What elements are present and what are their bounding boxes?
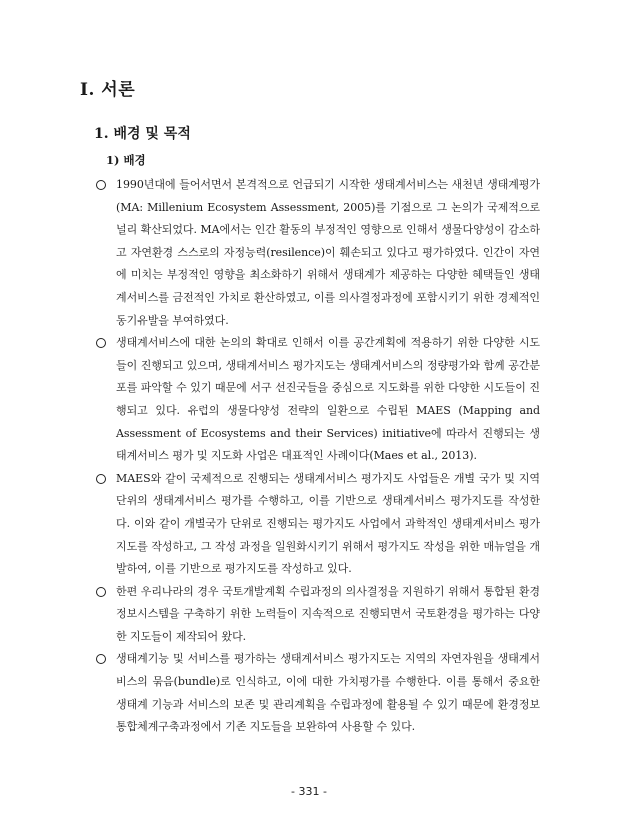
- bullet-text: 생태계서비스에 대한 논의의 확대로 인해서 이를 공간계획에 적용하기 위한 다양한 시도들이 진행되고 있으며, 생태계서비스 평가지도는 생태계서비스의 정량평가와 함께 공간분포를 파악할 수 있기 때문에 서구 선진국들을 중심으로 지도화를 위한 다양한 시도들이 진행되고 있다. 유럽의 생물다양성 전략의 일환으로 수립된 MAES (Mapping and Assessment of Ecosystems and their Services) initiative에 따라서 진행되는 생태계서비스 평가 및 지도화 사업은 대표적인 사례이다(Maes et al., 2013).: [116, 336, 540, 463]
- bullet-item: [96, 332, 540, 468]
- section-title: 1. 배경 및 목적: [94, 126, 191, 142]
- circle-bullet-icon: [96, 474, 106, 484]
- bullet-item: [96, 468, 540, 581]
- subsection-title: 1) 배경: [106, 153, 146, 167]
- bullet-text: MAES와 같이 국제적으로 진행되는 생태계서비스 평가지도 사업들은 개별 국가 및 지역단위의 생태계서비스 평가를 수행하고, 이를 기반으로 생태계서비스 평가지도를 작성한다. 이와 같이 개별국가 단위로 진행되는 평가지도 사업에서 과학적인 생태계서비스 평가지도를 작성하고, 그 작성 과정을 일원화시키기 위해서 평가지도 작성을 위한 매뉴얼을 개발하여, 이를 기반으로 평가지도를 작성하고 있다.: [116, 471, 540, 576]
- circle-bullet-icon: [96, 654, 106, 664]
- bullet-list: [96, 174, 540, 739]
- bullet-text: 1990년대에 들어서면서 본격적으로 언급되기 시작한 생태계서비스는 새천년 생태계평가(MA: Millenium Ecosystem Assessment, 2005)를 기점으로 그 논의가 국제적으로 널리 확산되었다. MA에서는 인간 활동의 부정적인 영향으로 인해서 생물다양성이 감소하고 자연환경 스스로의 자정능력(resilence)이 훼손되고 있다고 평가하였다. 인간이 자연에 미치는 부정적인 영향을 최소화하기 위해서 생태계가 제공하는 다양한 혜택들인 생태계서비스를 금전적인 가치로 환산하였고, 이를 의사결정과정에 포함시키기 위한 경제적인 동기유발을 부여하였다.: [116, 178, 540, 327]
- bullet-item: [96, 648, 540, 738]
- bullet-text: 생태계기능 및 서비스를 평가하는 생태계서비스 평가지도는 지역의 자연자원을 생태계서비스의 묶음(bundle)로 인식하고, 이에 대한 가치평가를 수행한다. 이를 통해서 중요한 생태계 기능과 서비스의 보존 및 관리계획을 수립과정에 활용될 수 있기 때문에 환경정보통합체계구축과정에서 기존 지도들을 보완하여 사용할 수 있다.: [116, 652, 540, 734]
- circle-bullet-icon: [96, 180, 106, 190]
- chapter-title: I. 서론: [80, 80, 136, 100]
- bullet-item: [96, 581, 540, 649]
- bullet-item: [96, 174, 540, 332]
- bullet-text: 한편 우리나라의 경우 국토개발계획 수립과정의 의사결정을 지원하기 위해서 통합된 환경정보시스템을 구축하기 위한 노력들이 지속적으로 진행되면서 국토환경을 평가하는 다양한 지도들이 제작되어 왔다.: [116, 584, 540, 643]
- page-number: - 331 -: [291, 785, 327, 798]
- circle-bullet-icon: [96, 587, 106, 597]
- circle-bullet-icon: [96, 338, 106, 348]
